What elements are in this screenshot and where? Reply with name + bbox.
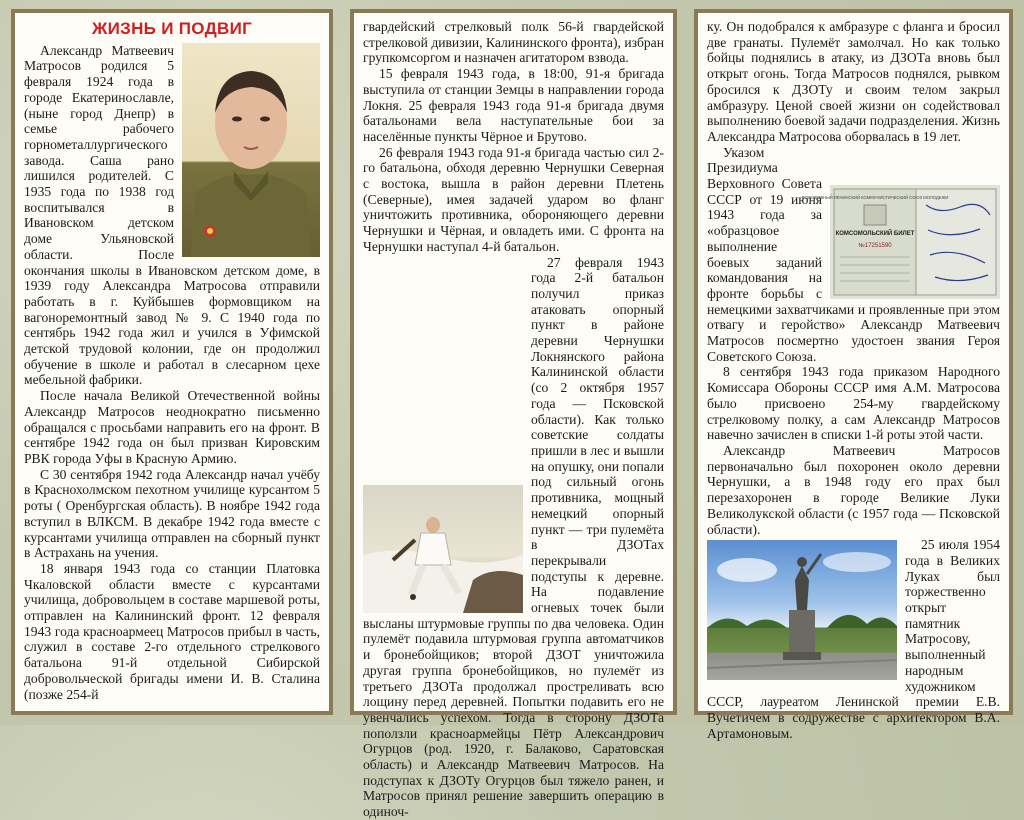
col3-paragraph-2: Указом Президиума Верховного Совета СССР от 19 июня 1943 года за «образцовое выполнение боевых заданий командования на фронте борьбы с немецкими захватчиками и проявленные при этом отвагу и геройство» Александр Матвеевич Матросов посмертно удостоен звания Героя Советского Союза. bbox=[707, 144, 1000, 364]
column-2 bbox=[350, 9, 677, 820]
col1-paragraph-3: С 30 сентября 1942 года Александр начал учёбу в Краснохолмском пехотном училище курсантом 5 роты ( Оренбургская область). В ноябре 1942 года вступил в ВЛКСМ. В декабре 1942 года вместе с курсантами училища отправлен на сборный пункт в Астрахань на учения. bbox=[24, 466, 320, 561]
komsomol-card-image bbox=[801, 185, 1000, 299]
col2-paragraph-2: 15 февраля 1943 года, в 18:00, 91-я бригада выступила от станции Земцы в направлении города Локня. 25 февраля 1943 года 91-я бригада двумя батальонами вела наступательные бои за населённые пункты Чёрное и Брутово. bbox=[363, 66, 664, 144]
card-header: ВСЕСОЮЗНЫЙ ЛЕНИНСКИЙ КОММУНИСТИЧЕСКИЙ СОЮЗ МОЛОДЕЖИ bbox=[801, 194, 949, 200]
portrait-image bbox=[182, 43, 320, 257]
col1-paragraph-1: Александр Матвеевич Матросов родился 5 февраля 1924 года в городе Екатеринославле, (ныне город Днепр) в семье рабочего горнометаллургического завода. Саша рано лишился родителей. С 1935 года по 1938 год воспитывался в Ивановском детском доме Ульяновской области. После окончания школы в Ивановском детском доме, в 1939 году Александра Матросова отправили работать в г. Куйбышев формовщиком на вагоноремонтный завод № 9. С 1940 года по сентябрь 1942 года жил и учился в Уфимской детской трудовой колонии, где он продолжил обучение в школе и работал в слесарном цехе мебельной фабрики. bbox=[24, 42, 320, 388]
col2-paragraph-4: 27 февраля 1943 года 2-й батальон получил приказ атаковать опорный пункт в районе деревни Чернушки Локнянского района Калининской области (со 2 октября 1957 года — Псковской области). Как только советские солдаты пришли в лес и вышли на опушку, они попали под сильный огонь противника, мощный немецкий опорный пункт — три пулемёта в ДЗОТах перекрывали подступы к деревне. На подавление огневых точек были высланы штурмовые группы по два человека. Один пулемёт подавила штурмовая группа автоматчиков и бронебойщиков; второй ДЗОТ уничтожила другая группа бронебойщиков, но пулемёт из третьего ДЗОТа продолжал простреливать всю лощину перед деревней. Попытки подавить его не увенчались успехом. Тогда в сторону ДЗОТа поползли красноармейцы Пётр Александрович Огурцов (род. 1920, г. Балаково, Саратовская область) и Александр Матвеевич Матросов. На подступах к ДЗОТу Огурцов был тяжело ранен, и Матросов принял решение завершить операцию в одиноч- bbox=[363, 254, 664, 820]
col2-paragraph-1: гвардейский стрелковый полк 56-й гвардейской стрелковой дивизии, Калининского фронта), избран групкомсоргом и назначен агитатором взвода. bbox=[363, 19, 664, 66]
col3-paragraph-5: 25 июля 1954 года в Великих Луках был торжественно открыт памятник Матросову, выполненный народным художником СССР, лауреатом Ленинской премии Е.В. Вучетичем в содружестве с архитектором В.А. Артамоновым. bbox=[707, 537, 1000, 741]
col3-paragraph-4: Александр Матвеевич Матросов первоначально был похоронен около деревни Чернушки, а в 1948 году его прах был перезахоронен в городе Великие Луки Великолукской области (с 1957 года — Псковской области). bbox=[707, 442, 1000, 537]
card-number: №17251590 bbox=[858, 242, 892, 249]
page-title: ЖИЗНЬ И ПОДВИГ bbox=[91, 19, 253, 38]
col1-paragraph-2: После начала Великой Отечественной войны Александр Матросов неоднократно письменно обращался с просьбами направить его на фронт. В сентябре 1942 года он был призван Кировским РВК города Уфы в Красную Армию. bbox=[24, 388, 320, 466]
col2-paragraph-3: 26 февраля 1943 года 91-я бригада частью сил 2-го батальона, обходя деревню Чернушки Северная с востока, вышла в район деревни Плетень (Северные), имея задачей ударом во фланг уничтожить противника, обороняющего деревни Чернушки и Чёрная, и овладеть ими. С фронта на Чернушки наступал 4-й батальон. bbox=[363, 144, 664, 254]
col1-paragraph-4: 18 января 1943 года со станции Платовка Чкаловской области вместе с курсантами училища, добровольцем в составе маршевой роты, отправлен на Калининский фронт. 12 февраля 1943 года красноармеец Матросов прибыл в часть, служил в составе 2-го отдельного стрелкового батальона 91-й отдельной Сибирской добровольческой бригады имени И. В. Сталина (позже 254-й bbox=[24, 560, 320, 702]
monument-image bbox=[707, 540, 897, 680]
column-1 bbox=[11, 9, 333, 715]
battle-painting-image bbox=[363, 485, 523, 613]
col3-paragraph-3: 8 сентября 1943 года приказом Народного Комиссара Обороны СССР имя А.М. Матросова было присвоено 254-му гвардейскому стрелковому полку, а сам Александр Матросов навечно зачислен в списки 1-й роты этой части. bbox=[707, 364, 1000, 443]
card-title: КОМСОМОЛЬСКИЙ БИЛЕТ bbox=[835, 230, 915, 237]
column-3 bbox=[694, 9, 1013, 741]
col3-paragraph-1: ку. Он подобрался к амбразуре с фланга и бросил две гранаты. Пулемёт замолчал. Но как только бойцы поднялись в атаку, из ДЗОТа вновь был открыт огонь. Тогда Матросов поднялся, рывком бросился к ДЗОТу и своим телом закрыл амбразуру. Ценой своей жизни он содействовал выполнению боевой задачи подразделения. Жизнь Александра Матросова оборвалась в 19 лет. bbox=[707, 19, 1000, 144]
